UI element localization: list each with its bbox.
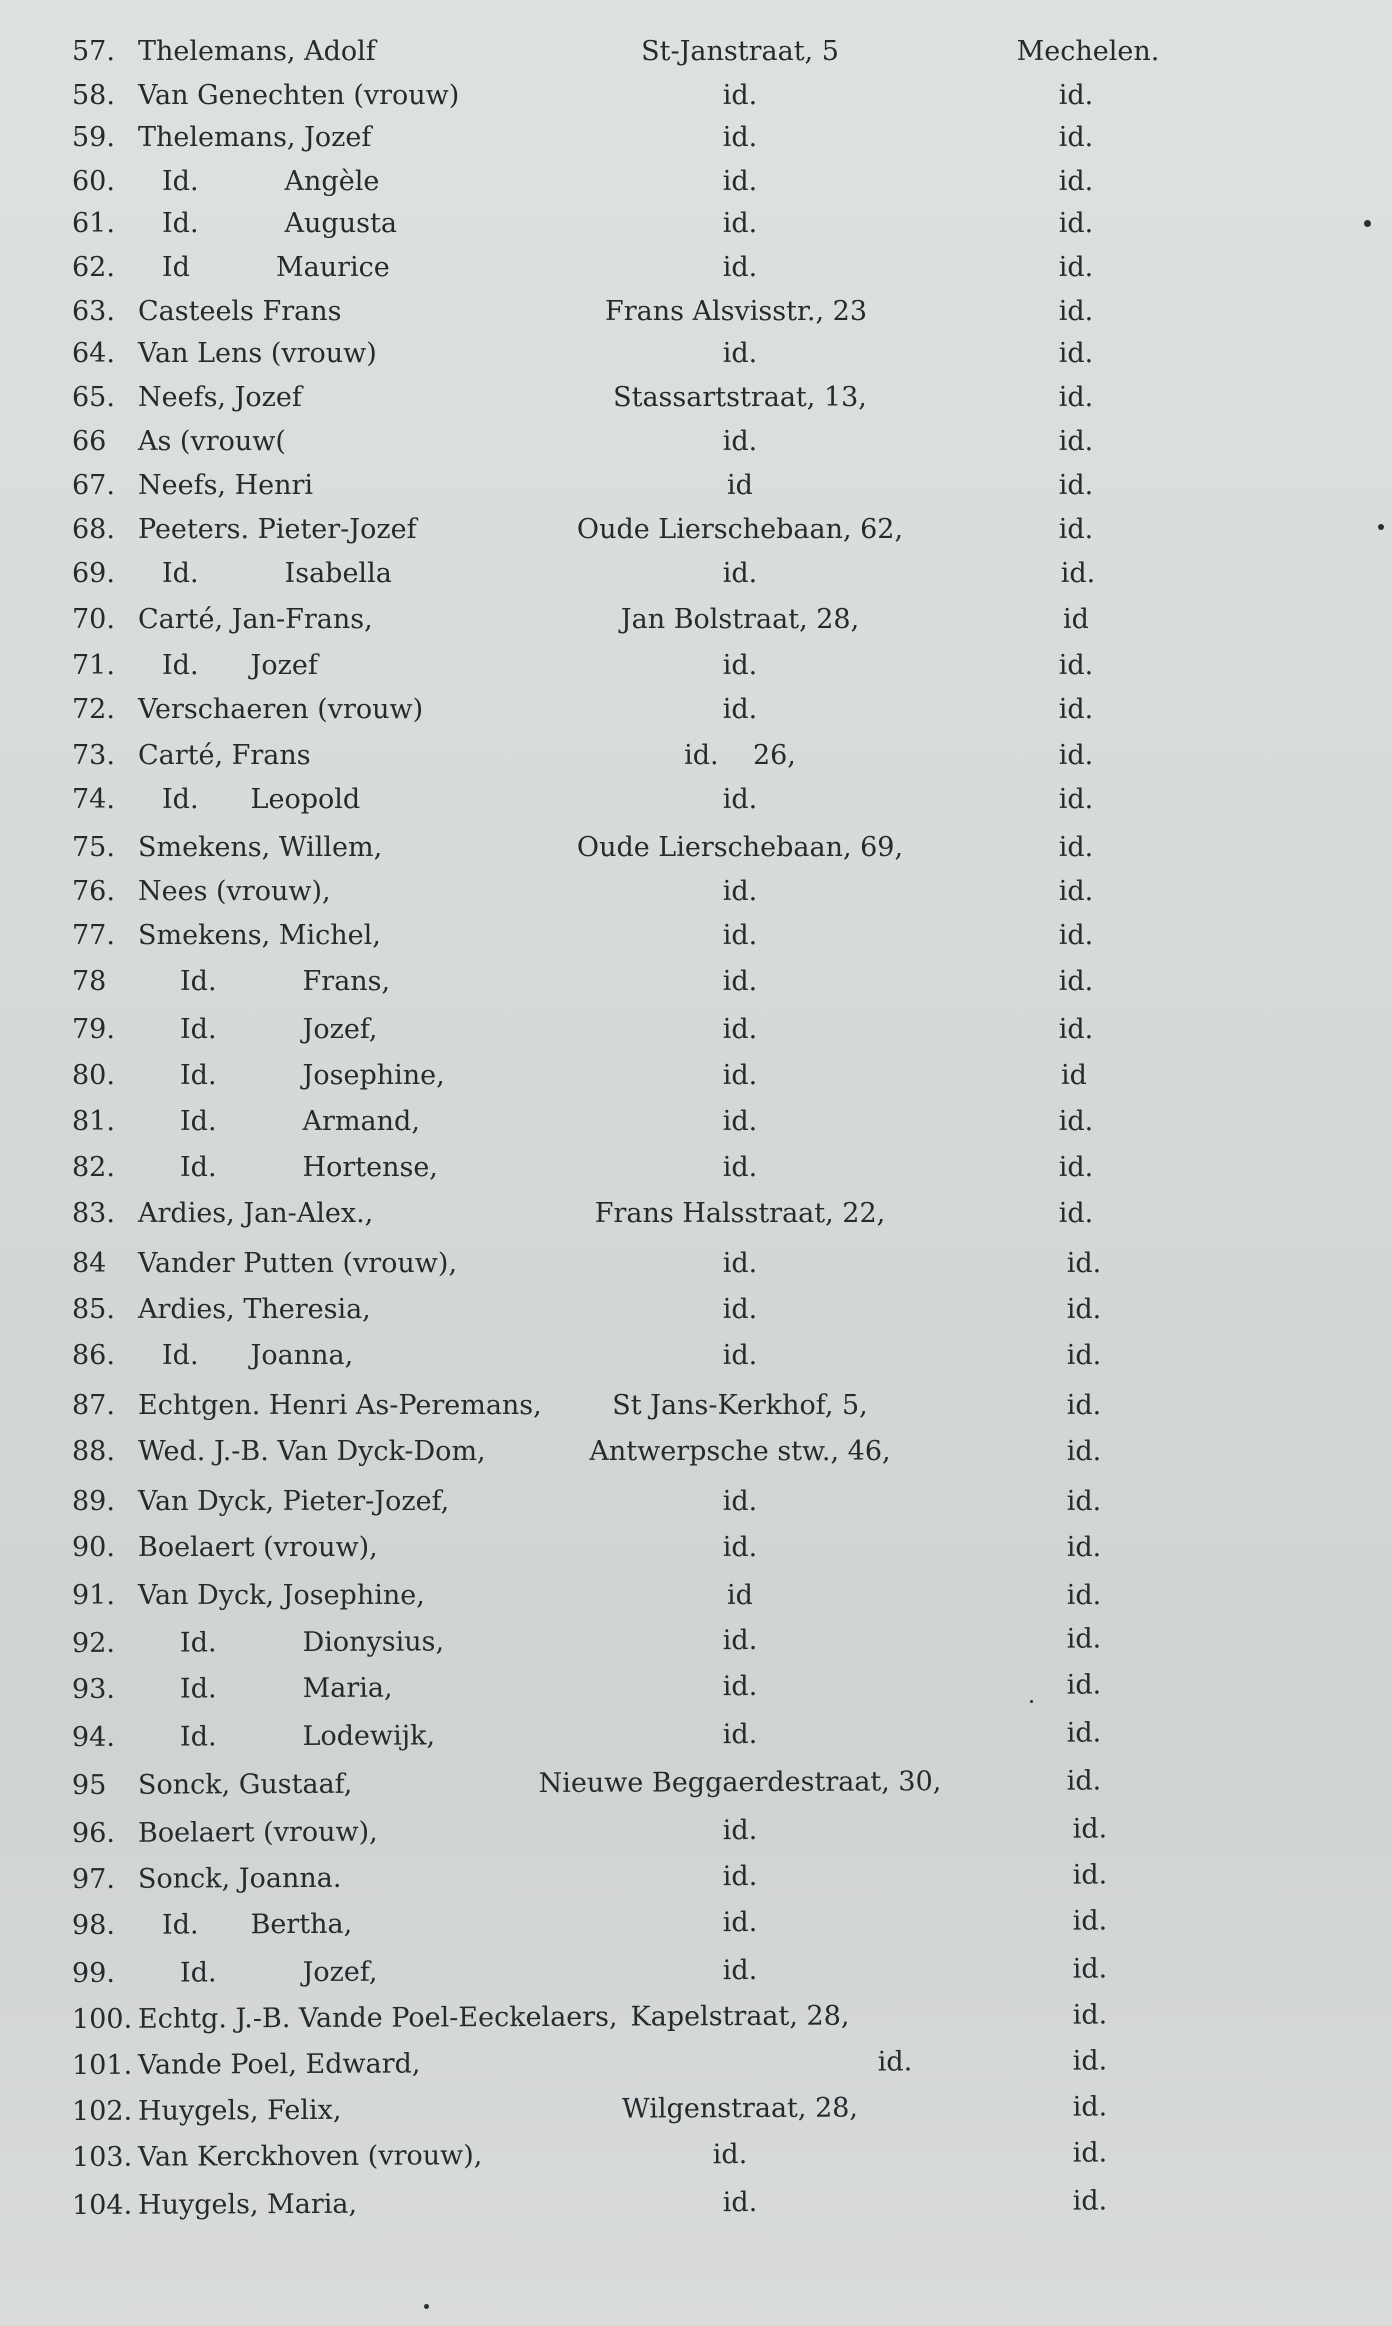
entry-id-abbrev: Id (162, 252, 190, 283)
entry-city: id. (1066, 1765, 1102, 1797)
entry-address: Kapelstraat, 28, (630, 2000, 850, 2033)
entry-address: id. (722, 966, 758, 997)
entry-address: id. (722, 208, 758, 239)
entry-given-name: Maria, (302, 1672, 393, 1704)
entry-address: id. (722, 122, 758, 153)
entry-given-name: Angèle (284, 166, 380, 197)
entry-city: id. (1058, 966, 1094, 997)
entry-address: St-Janstraat, 5 (641, 36, 839, 67)
entry-number: 59. (72, 122, 115, 153)
entry-number: 103. (71, 2141, 133, 2173)
entry-address: id. (712, 2139, 748, 2171)
entry-number: 65. (72, 382, 115, 413)
entry-city: id. (1072, 2045, 1108, 2077)
entry-number: 80. (72, 1060, 115, 1091)
entry-id-abbrev: Id. (162, 166, 199, 197)
entry-name: Ardies, Theresia, (138, 1294, 371, 1325)
entry-id-abbrev: Id. (179, 1721, 217, 1753)
entry-number: 81. (72, 1106, 115, 1137)
list-item (0, 914, 1392, 958)
entry-city: id. (1066, 1436, 1102, 1467)
entry-given-name: Jozef, (302, 1956, 378, 1988)
list-item (0, 826, 1392, 870)
entry-name: Ardies, Jan-Alex., (138, 1198, 374, 1229)
entry-address: id. (722, 1014, 758, 1045)
entry-id-abbrev: Id. (180, 966, 217, 997)
entry-given-name: Leopold (250, 784, 361, 815)
entry-name: As (vrouw( (138, 426, 286, 457)
entry-number: 63. (72, 296, 115, 327)
entry-number: 91. (72, 1580, 115, 1611)
entry-number: 68. (72, 514, 115, 545)
entry-number: 96. (71, 1817, 116, 1849)
entry-city: id. (1058, 514, 1094, 545)
entry-address: id. (722, 2187, 758, 2219)
entry-city: id. (1066, 1294, 1102, 1325)
entry-address: id. (722, 252, 758, 283)
entry-id-abbrev: Id. (179, 1957, 217, 1989)
entry-city: id. (1058, 122, 1094, 153)
entry-number: 69. (72, 558, 115, 589)
list-item (0, 464, 1392, 508)
entry-address: id. (722, 1719, 758, 1751)
list-item (0, 1758, 1392, 1808)
entry-address: id. (722, 650, 758, 681)
list-item (0, 508, 1392, 552)
entry-name (180, 1100, 420, 1144)
entry-number: 94. (71, 1721, 116, 1753)
entry-name (162, 552, 392, 596)
entry-number: 78 (72, 966, 107, 997)
entry-city: id. (1060, 558, 1096, 589)
list-item (0, 2130, 1392, 2180)
entry-number: 102. (71, 2095, 133, 2127)
entry-city: id. (1058, 426, 1094, 457)
entry-name (162, 246, 390, 290)
list-item (0, 2084, 1392, 2134)
list-item (0, 30, 1392, 74)
entry-given-name: Jozef, (302, 1014, 378, 1045)
entry-address: id. (722, 876, 758, 907)
list-item (0, 1662, 1392, 1712)
entry-name: Thelemans, Jozef (138, 122, 372, 153)
entry-number: 66 (72, 426, 107, 457)
entry-city: id. (1066, 1717, 1102, 1749)
list-item (0, 1852, 1392, 1902)
list-item (0, 1242, 1392, 1286)
entry-name: Peeters. Pieter-Jozef (138, 514, 417, 545)
entry-name (180, 1054, 445, 1098)
list-item (0, 1008, 1392, 1052)
entry-city: id. (1072, 1905, 1108, 1937)
entry-name: Casteels Frans (138, 296, 342, 327)
entry-name: Thelemans, Adolf (138, 36, 376, 67)
list-item (0, 1992, 1392, 2042)
entry-name (180, 1667, 393, 1712)
entry-city: id (1063, 604, 1089, 635)
entry-id-abbrev: Id. (180, 1014, 217, 1045)
entry-id-abbrev: Id. (162, 784, 199, 815)
entry-name (180, 1620, 444, 1665)
entry-address: id. (722, 1532, 758, 1563)
entry-number: 82. (72, 1152, 115, 1183)
entry-address: Antwerpsche stw., 46, (589, 1436, 891, 1467)
entry-city: id (1061, 1060, 1087, 1091)
list-item (0, 1334, 1392, 1378)
entry-name: Echtgen. Henri As-Peremans, (138, 1390, 542, 1421)
list-item (0, 1054, 1392, 1098)
entry-city: id. (1066, 1532, 1102, 1563)
entry-address: Oude Lierschebaan, 69, (576, 832, 904, 863)
list-item (0, 332, 1392, 376)
list-item (0, 246, 1392, 290)
entry-name (180, 1714, 435, 1759)
entry-number: 101. (71, 2049, 133, 2081)
entry-city: id. (1066, 1248, 1102, 1279)
entry-number: 92. (71, 1627, 116, 1659)
entry-address: id. (722, 166, 758, 197)
entry-name: Carté, Frans (138, 740, 311, 771)
entry-number: 77. (72, 920, 115, 951)
list-item (0, 1430, 1392, 1474)
entry-number: 93. (71, 1673, 116, 1705)
entry-number: 98. (71, 1909, 116, 1941)
entry-name: Boelaert (vrouw), (138, 1532, 378, 1563)
entry-given-name: Bertha, (250, 1908, 353, 1941)
list-item (0, 644, 1392, 688)
entry-name: Verschaeren (vrouw) (138, 694, 424, 725)
entry-id-abbrev: Id. (180, 1152, 217, 1183)
entry-city: id. (1072, 1859, 1108, 1891)
entry-city: id. (1072, 2185, 1108, 2217)
entry-address: id. (722, 1486, 758, 1517)
list-item (0, 2178, 1392, 2228)
list-item (0, 1616, 1392, 1666)
list-item (0, 1574, 1392, 1618)
entry-city: id. (1058, 832, 1094, 863)
entry-city: id. (1066, 1340, 1102, 1371)
list-item (0, 202, 1392, 246)
entry-given-name: Isabella (284, 558, 392, 589)
entry-name: Neefs, Jozef (138, 382, 302, 413)
list-item (0, 420, 1392, 464)
entry-address: id (727, 470, 753, 501)
entry-name: Smekens, Michel, (138, 920, 381, 951)
entry-name: Neefs, Henri (138, 470, 314, 501)
entry-number: 88. (72, 1436, 115, 1467)
entry-address: id. (722, 1671, 758, 1703)
entry-number: 79. (72, 1014, 115, 1045)
entry-address: id. (722, 1152, 758, 1183)
paper-speck (1030, 1700, 1033, 1703)
entry-city: id. (1058, 1014, 1094, 1045)
entry-number: 83. (72, 1198, 115, 1229)
entry-number: 62. (72, 252, 115, 283)
list-item (0, 1100, 1392, 1144)
entry-address: id. (722, 1861, 758, 1893)
entry-name (162, 1903, 352, 1948)
entry-name: Van Dyck, Pieter-Jozef, (138, 1486, 450, 1517)
entry-address: id. (722, 426, 758, 457)
list-item (0, 960, 1392, 1004)
entry-city: id. (1066, 1486, 1102, 1517)
entry-given-name: Hortense, (302, 1152, 438, 1183)
entry-number: 100. (71, 2003, 133, 2035)
entry-name (180, 1008, 377, 1052)
list-item (0, 552, 1392, 596)
entry-given-name: Joanna, (250, 1340, 354, 1371)
entry-city: id. (1058, 166, 1094, 197)
entry-number: 67. (72, 470, 115, 501)
entry-number: 75. (72, 832, 115, 863)
entry-number: 58. (72, 80, 115, 111)
entry-city: id. (1072, 2091, 1108, 2123)
entry-number: 84 (72, 1248, 107, 1279)
entry-city: id. (1058, 694, 1094, 725)
list-item (0, 734, 1392, 778)
entry-address: St Jans-Kerkhof, 5, (612, 1390, 868, 1421)
entry-given-name: Maurice (275, 252, 390, 283)
entry-number: 70. (72, 604, 115, 635)
entry-address: id. (722, 1248, 758, 1279)
list-item (0, 376, 1392, 420)
entry-address: Frans Halsstraat, 22, (594, 1198, 886, 1229)
entry-id-abbrev: Id. (161, 1909, 199, 1941)
entry-city: id. (1058, 1152, 1094, 1183)
entry-city: id. (1058, 1198, 1094, 1229)
entry-name (162, 1334, 353, 1378)
entry-address: id (727, 1580, 753, 1611)
entry-number: 99. (71, 1957, 116, 1989)
entry-id-abbrev: Id. (162, 208, 199, 239)
entry-number: 89. (72, 1486, 115, 1517)
entry-city: id. (1058, 650, 1094, 681)
entry-address: id. (877, 2046, 913, 2078)
entry-city: id. (1058, 1106, 1094, 1137)
entry-number: 85. (72, 1294, 115, 1325)
list-item (0, 688, 1392, 732)
entry-id-abbrev: Id. (162, 1340, 199, 1371)
entry-city: id. (1072, 1813, 1108, 1845)
entry-city: Mechelen. (1016, 36, 1160, 67)
list-item (0, 1710, 1392, 1760)
entry-id-abbrev: Id. (162, 650, 199, 681)
entry-name: Carté, Jan-Frans, (138, 604, 373, 635)
entry-city: id. (1058, 382, 1094, 413)
entry-name: Smekens, Willem, (138, 832, 383, 863)
entry-address: Nieuwe Beggaerdestraat, 30, (538, 1766, 942, 1799)
entry-number: 74. (72, 784, 115, 815)
entry-name (180, 960, 390, 1004)
entry-address: Wilgenstraat, 28, (621, 2092, 859, 2125)
entry-address: id. (722, 1106, 758, 1137)
entry-city: id. (1072, 2137, 1108, 2169)
entry-city: id. (1058, 784, 1094, 815)
entry-name: Vander Putten (vrouw), (138, 1248, 458, 1279)
entry-id-abbrev: Id. (180, 1060, 217, 1091)
list-item (0, 1288, 1392, 1332)
entry-address: id. (722, 80, 758, 111)
entry-name (162, 160, 379, 204)
list-item (0, 160, 1392, 204)
entry-name: Echtg. J.-B. Vande Poel-Eeckelaers, (137, 2001, 618, 2035)
entry-city: id. (1058, 470, 1094, 501)
entry-name: Sonck, Joanna. (137, 1862, 342, 1895)
entry-city: id. (1058, 208, 1094, 239)
entry-city: id. (1066, 1669, 1102, 1701)
entry-address: id. (722, 1340, 758, 1371)
list-item (0, 1146, 1392, 1190)
entry-address: id. (722, 1625, 758, 1657)
entry-city: id. (1058, 338, 1094, 369)
entry-number: 72. (72, 694, 115, 725)
entry-address: Oude Lierschebaan, 62, (576, 514, 904, 545)
entry-address: id. (722, 338, 758, 369)
list-item (0, 1526, 1392, 1570)
list-item (0, 2038, 1392, 2088)
paper-speck (1364, 220, 1371, 227)
entry-name: Van Kerckhoven (vrouw), (137, 2140, 483, 2173)
entry-address: id. 26, (684, 740, 796, 771)
entry-name (162, 644, 318, 688)
entry-id-abbrev: Id. (179, 1627, 217, 1659)
entry-number: 90. (72, 1532, 115, 1563)
entry-id-abbrev: Id. (162, 558, 199, 589)
entry-city: id. (1072, 1999, 1108, 2031)
entry-number: 95 (71, 1769, 107, 1801)
entry-city: id. (1058, 876, 1094, 907)
entry-name: Vande Poel, Edward, (137, 2048, 421, 2081)
entry-name: Boelaert (vrouw), (137, 1816, 378, 1849)
paper-speck (424, 2304, 429, 2309)
entry-address: id. (722, 1815, 758, 1847)
list-item (0, 1480, 1392, 1524)
entry-address: Stassartstraat, 13, (613, 382, 867, 413)
entry-number: 73. (72, 740, 115, 771)
entry-given-name: Frans, (302, 966, 391, 997)
entry-name: Van Genechten (vrouw) (138, 80, 460, 111)
entry-given-name: Dionysius, (302, 1626, 445, 1658)
entry-number: 61. (72, 208, 115, 239)
entry-address: Jan Bolstraat, 28, (620, 604, 860, 635)
entry-address: id. (722, 694, 758, 725)
entry-city: id. (1066, 1390, 1102, 1421)
entry-name (180, 1951, 378, 1996)
entry-city: id. (1058, 252, 1094, 283)
entry-name (162, 202, 397, 246)
list-item (0, 1946, 1392, 1996)
entry-address: id. (722, 558, 758, 589)
entry-address: id. (722, 920, 758, 951)
entry-city: id. (1072, 1953, 1108, 1985)
list-item (0, 290, 1392, 334)
entry-name: Huygels, Felix, (137, 2094, 342, 2127)
entry-number: 60. (72, 166, 115, 197)
entry-city: id. (1058, 920, 1094, 951)
list-item (0, 116, 1392, 160)
list-item (0, 598, 1392, 642)
entry-name: Huygels, Maria, (137, 2188, 358, 2221)
entry-given-name: Augusta (284, 208, 397, 239)
list-item (0, 1384, 1392, 1428)
entry-number: 71. (72, 650, 115, 681)
entry-name (180, 1146, 438, 1190)
list-item (0, 1898, 1392, 1948)
entry-number: 57. (72, 36, 115, 67)
entry-address: id. (722, 1955, 758, 1987)
entry-name (162, 778, 360, 822)
entry-city: id. (1066, 1580, 1102, 1611)
entry-address: id. (722, 1907, 758, 1939)
entry-given-name: Jozef (250, 650, 318, 681)
list-item (0, 1806, 1392, 1856)
entry-number: 97. (71, 1863, 116, 1895)
entry-id-abbrev: Id. (179, 1673, 217, 1705)
paper-speck (1378, 524, 1384, 530)
entry-name: Van Lens (vrouw) (138, 338, 377, 369)
entry-number: 87. (72, 1390, 115, 1421)
list-item (0, 74, 1392, 118)
entry-number: 104. (71, 2189, 133, 2221)
entry-city: id. (1058, 296, 1094, 327)
entry-given-name: Lodewijk, (302, 1720, 436, 1752)
entry-number: 86. (72, 1340, 115, 1371)
entry-city: id. (1066, 1623, 1102, 1655)
entry-id-abbrev: Id. (180, 1106, 217, 1137)
entry-name: Sonck, Gustaaf, (137, 1768, 353, 1801)
entry-name: Wed. J.-B. Van Dyck-Dom, (138, 1436, 486, 1467)
list-item (0, 1192, 1392, 1236)
entry-city: id. (1058, 80, 1094, 111)
list-item (0, 778, 1392, 822)
entry-address: id. (722, 1294, 758, 1325)
entry-address: id. (722, 1060, 758, 1091)
entry-address: Frans Alsvisstr., 23 (604, 296, 868, 327)
entry-given-name: Armand, (302, 1106, 420, 1137)
entry-name: Van Dyck, Josephine, (138, 1580, 425, 1611)
entry-city: id. (1058, 740, 1094, 771)
entry-name: Nees (vrouw), (138, 876, 331, 907)
entry-number: 76. (72, 876, 115, 907)
entry-number: 64. (72, 338, 115, 369)
entry-given-name: Josephine, (302, 1060, 445, 1091)
entry-address: id. (722, 784, 758, 815)
list-item (0, 870, 1392, 914)
